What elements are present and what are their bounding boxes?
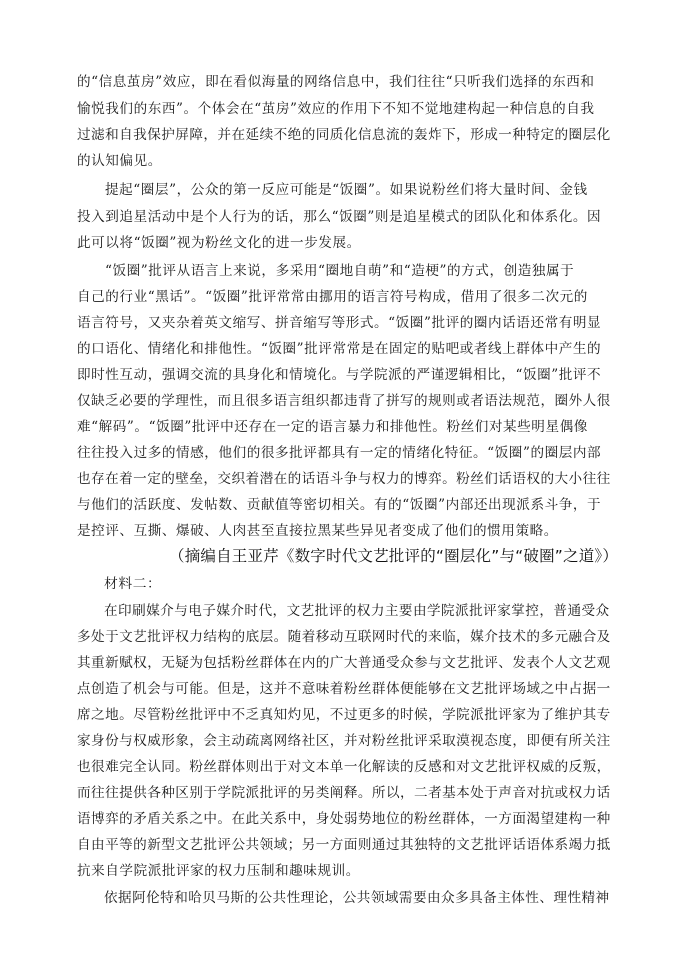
text-line: 是控评、互撕、爆破、人肉甚至直接拉黑某些异见者变成了他们的惯用策略。 bbox=[77, 523, 558, 539]
text-line: 此可以将“饭圈”视为粉丝文化的进一步发展。 bbox=[77, 235, 361, 251]
text-line: 往往投入过多的情感，他们的很多批评都具有一定的情绪化特征。“饭圈”的圈层内部 bbox=[77, 445, 602, 461]
text-line: 投入到追星活动中是个人行为的话，那么“饭圈”则是追星模式的团队化和体系化。因 bbox=[77, 209, 602, 225]
text-line: 提起“圈层”，公众的第一反应可能是“饭圈”。如果说粉丝们将大量时间、金钱 bbox=[105, 182, 588, 198]
text-line: 难“解码”。“饭圈”批评中还存在一定的语言暴力和排他性。粉丝们对某些明星偶像 bbox=[77, 419, 588, 435]
text-line: 抗来自学院派批评家的权力压制和趣味规训。 bbox=[77, 863, 360, 879]
text-line: 席之地。尽管粉丝批评中不乏真知灼见，不过更多的时候，学院派批评家为了维护其专 bbox=[77, 707, 611, 723]
text-line: 而往往提供各种区别于学院派批评的另类阐释。所以，二者基本处于声音对抗或权力话 bbox=[77, 785, 611, 801]
source-citation: （摘编自王亚芹《数字时代文艺批评的“圈层化”与“破圈”之道》） bbox=[169, 547, 619, 565]
text-line: 在印刷媒介与电子媒介时代，文艺批评的权力主要由学院派批评家掌控，普通受众 bbox=[104, 603, 610, 619]
text-line: 语言符号，又夹杂着英文缩写、拼音缩写等形式。“饭圈”批评的圈内话语还常有明显 bbox=[77, 315, 602, 331]
text-line: 自己的行业“黑话”。“饭圈”批评常常由挪用的语言符号构成，借用了很多二次元的 bbox=[77, 289, 588, 305]
text-line: 与他们的活跃度、发帖数、贡献值等密切相关。有的“饭圈”内部还出现派系斗争，于 bbox=[77, 497, 602, 513]
text-line: “饭圈”批评从语言上来说，多采用“圈地自萌”和“造梗”的方式，创造独属于 bbox=[105, 263, 575, 279]
section-heading: 材料二： bbox=[104, 576, 162, 592]
text-line: 即时性互动，强调交流的具身化和情境化。与学院派的严谨逻辑相比，“饭圈”批评不 bbox=[77, 367, 602, 383]
text-line: 的“信息茧房”效应，即在看似海量的网络信息中，我们往往“只听我们选择的东西和 bbox=[77, 74, 595, 90]
text-line: 也很难完全认同。粉丝群体则出于对文本单一化解读的反感和对文艺批评权威的反叛， bbox=[77, 759, 611, 775]
text-line: 其重新赋权，无疑为包括粉丝群体在内的广大普通受众参与文艺批评、发表个人文艺观 bbox=[77, 655, 611, 671]
text-line: 的认知偏见。 bbox=[77, 153, 162, 169]
text-line: 语博弈的矛盾关系之中。在此关系中，身处弱势地位的粉丝群体，一方面渴望建构一种 bbox=[77, 811, 611, 827]
text-line: 也存在着一定的壁垒，交织着潜在的话语斗争与权力的博弈。粉丝们话语权的大小往往 bbox=[77, 471, 611, 487]
text-line: 点创造了机会与可能。但是，这并不意味着粉丝群体便能够在文艺批评场域之中占据一 bbox=[77, 681, 611, 697]
text-line: 多处于文艺批评权力结构的底层。随着移动互联网时代的来临，媒介技术的多元融合及 bbox=[77, 629, 611, 645]
text-line: 过滤和自我保护屏障，并在延续不绝的同质化信息流的轰炸下，形成一种特定的圈层化 bbox=[77, 127, 611, 143]
text-line: 愉悦我们的东西”。个体会在“茧房”效应的作用下不知不觉地建构起一种信息的自我 bbox=[77, 101, 595, 117]
text-line: 依据阿伦特和哈贝马斯的公共性理论，公共领域需要由众多具备主体性、理性精神 bbox=[104, 890, 610, 906]
text-line: 仅缺乏必要的学理性，而且很多语言组织都违背了拼写的规则或者语法规范，圈外人很 bbox=[77, 393, 611, 409]
text-line: 的口语化、情绪化和排他性。“饭圈”批评常常是在固定的贴吧或者线上群体中产生的 bbox=[77, 341, 602, 357]
text-line: 自由平等的新型文艺批评公共领域；另一方面则通过其独特的文艺批评话语体系竭力抵 bbox=[77, 837, 611, 853]
text-line: 家身份与权威形象，会主动疏离网络社区，并对粉丝批评采取漠视态度，即便有所关注 bbox=[77, 733, 611, 749]
